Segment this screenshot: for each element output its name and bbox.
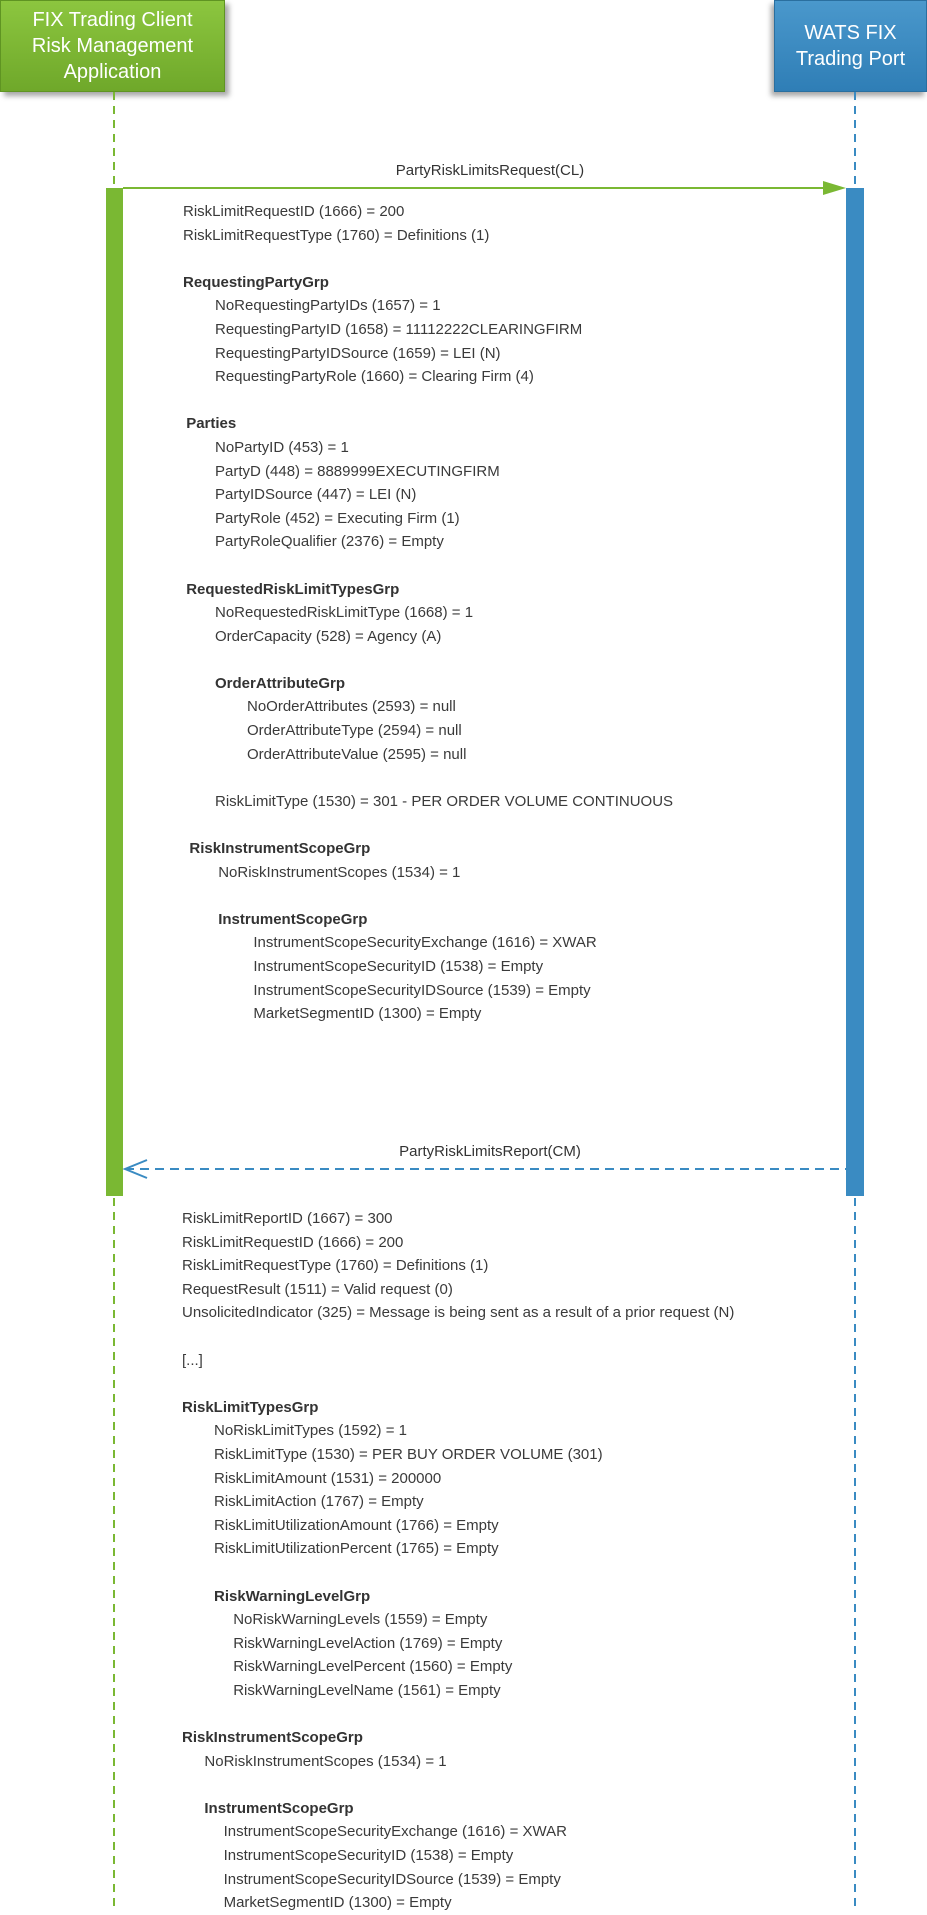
field-line: NoRiskInstrumentScopes (1534) = 1 (218, 863, 461, 881)
actor-client-line-1: FIX Trading Client (32, 9, 193, 31)
field-line: OrderAttributeType (2594) = null (247, 722, 462, 740)
field-line: NoRiskWarningLevels (1559) = Empty (233, 1611, 488, 1629)
field-line: MarketSegmentID (1300) = Empty (223, 1894, 452, 1912)
group-header: RiskInstrumentScopeGrp (182, 1729, 363, 1747)
field-line: RiskWarningLevelPercent (1560) = Empty (233, 1658, 513, 1676)
blank-line (183, 247, 673, 271)
field-line: OrderCapacity (528) = Agency (A) (215, 627, 442, 645)
report-field-list (182, 1207, 734, 1915)
field-line: RiskLimitType (1530) = PER BUY ORDER VOLUME (301) (214, 1445, 603, 1463)
request-arrow-head (823, 181, 846, 195)
field-line: NoRequestedRiskLimitType (1668) = 1 (215, 604, 474, 622)
field-line: RiskLimitRequestID (1666) = 200 (183, 203, 405, 220)
field-line: RiskLimitUtilizationPercent (1765) = Empty (214, 1540, 499, 1558)
field-line: [...] (182, 1351, 203, 1369)
field-line: InstrumentScopeSecurityExchange (1616) = XWAR (223, 1823, 567, 1841)
group-header: RiskWarningLevelGrp (214, 1587, 371, 1605)
request-field-list (183, 200, 673, 1026)
field-line: UnsolicitedIndicator (325) = Message is being sent as a result of a prior request (N) (182, 1304, 735, 1322)
field-line: PartyRoleQualifier (2376) = Empty (215, 533, 444, 551)
field-line: RiskLimitType (1530) = 301 - PER ORDER VOLUME CONTINUOUS (215, 792, 674, 810)
field-line: RiskLimitAmount (1531) = 200000 (214, 1469, 442, 1487)
field-line: PartyIDSource (447) = LEI (N) (215, 486, 417, 504)
group-header: RequestingPartyGrp (183, 273, 329, 291)
group-header: OrderAttributeGrp (215, 674, 346, 692)
blank-line (182, 1773, 734, 1797)
field-line: RiskLimitUtilizationAmount (1766) = Empty (214, 1516, 499, 1534)
actor-wats-line-1: WATS FIX (804, 22, 897, 44)
field-line: NoPartyID (453) = 1 (215, 438, 349, 456)
blank-line (182, 1372, 734, 1396)
field-line: InstrumentScopeSecurityExchange (1616) = XWAR (253, 934, 597, 952)
group-header: Parties (186, 415, 237, 433)
field-line: RiskLimitReportID (1667) = 300 (182, 1210, 393, 1227)
field-line: NoRiskLimitTypes (1592) = 1 (214, 1422, 407, 1440)
actor-client-line-2: Risk Management (31, 35, 194, 57)
field-line: RiskLimitRequestType (1760) = Definitions (1) (182, 1257, 489, 1275)
field-line: OrderAttributeValue (2595) = null (247, 745, 467, 763)
field-line: RiskLimitRequestID (1666) = 200 (182, 1233, 404, 1251)
field-line: RiskWarningLevelAction (1769) = Empty (233, 1634, 503, 1652)
field-line: NoRequestingPartyIDs (1657) = 1 (215, 297, 441, 315)
group-header: RiskInstrumentScopeGrp (189, 840, 371, 858)
blank-line (183, 389, 673, 413)
field-line: MarketSegmentID (1300) = Empty (253, 1005, 482, 1023)
blank-line (183, 554, 673, 578)
blank-line (183, 766, 673, 790)
field-line: InstrumentScopeSecurityID (1538) = Empty (223, 1847, 514, 1865)
field-line: NoRiskInstrumentScopes (1534) = 1 (204, 1752, 447, 1770)
group-header: RiskLimitTypesGrp (182, 1398, 319, 1416)
field-line: PartyD (448) = 8889999EXECUTINGFIRM (215, 462, 500, 480)
field-line: RequestingPartyID (1658) = 11112222CLEARINGFIRM (215, 320, 583, 338)
actor-client-line-3: Application (63, 61, 162, 83)
blank-line (183, 648, 673, 672)
field-line: RiskLimitAction (1767) = Empty (214, 1493, 424, 1511)
field-line: InstrumentScopeSecurityIDSource (1539) = Empty (223, 1870, 561, 1888)
field-line: PartyRole (452) = Executing Firm (1) (215, 509, 460, 527)
field-line: RiskLimitRequestType (1760) = Definitions (1) (183, 226, 490, 244)
blank-line (182, 1702, 734, 1726)
blank-line (182, 1325, 734, 1349)
report-message-label: PartyRiskLimitsReport(CM) (399, 1143, 581, 1160)
client-activation-bar (106, 188, 123, 1196)
blank-line (183, 884, 673, 908)
blank-line (183, 813, 673, 837)
blank-line (182, 1561, 734, 1585)
field-line: RequestResult (1511) = Valid request (0) (182, 1280, 453, 1298)
field-line: InstrumentScopeSecurityIDSource (1539) = Empty (253, 981, 591, 999)
group-header: InstrumentScopeGrp (218, 910, 368, 928)
field-line: InstrumentScopeSecurityID (1538) = Empty (253, 958, 544, 975)
field-line: RiskWarningLevelName (1561) = Empty (233, 1681, 501, 1699)
wats-activation-bar (846, 188, 864, 1196)
group-header: RequestedRiskLimitTypesGrp (186, 580, 400, 598)
field-line: RequestingPartyIDSource (1659) = LEI (N) (215, 344, 501, 362)
actor-wats-line-2: Trading Port (795, 48, 906, 70)
field-line: RequestingPartyRole (1660) = Clearing Firm (4) (215, 368, 534, 386)
field-line: NoOrderAttributes (2593) = null (247, 698, 456, 716)
request-message-label: PartyRiskLimitsRequest(CL) (395, 162, 585, 179)
group-header: InstrumentScopeGrp (204, 1799, 354, 1817)
